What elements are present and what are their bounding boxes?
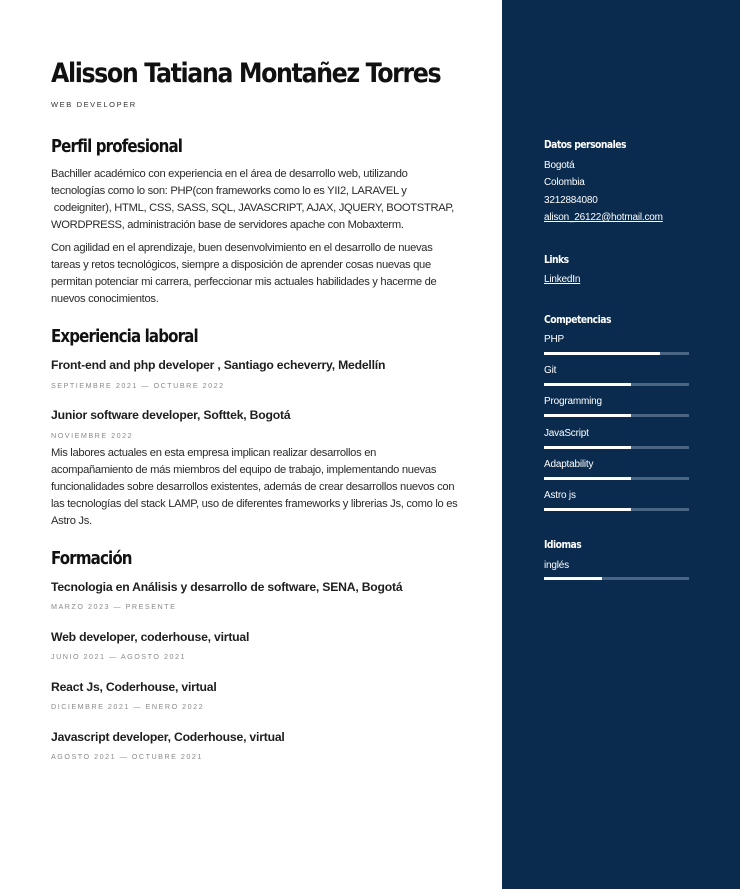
profile-line: Bachiller académico con experiencia en el área de desarrollo web, utilizando <box>51 168 408 180</box>
profile-line: tecnologías como lo son: PHP(con frameworks como lo es YII2, LARAVEL y <box>51 185 407 197</box>
profile-line: WORDPRESS, administración base de servidores apache con Mobaxterm. <box>51 219 404 231</box>
profile-line: nuevos conocimientos. <box>51 293 159 305</box>
language-label: inglés <box>544 560 569 571</box>
skill-bar-fill <box>544 352 660 355</box>
skill-bar <box>544 383 689 386</box>
skill-bar-fill <box>544 477 631 480</box>
education-title: Tecnologia en Análisis y desarrollo de software, SENA, Bogotá <box>51 580 403 594</box>
education-title: Javascript developer, Coderhouse, virtual <box>51 730 285 744</box>
job-description <box>51 445 466 530</box>
profile-line: permitan potenciar mi carrera, perfeccionar mis actuales habilidades y hacerme de <box>51 276 437 288</box>
language-bar <box>544 577 689 580</box>
candidate-name: Alisson Tatiana Montañez Torres <box>51 58 441 89</box>
skill-bar <box>544 477 689 480</box>
skill-bar <box>544 414 689 417</box>
education-date: AGOSTO 2021 — OCTUBRE 2021 <box>51 752 203 761</box>
candidate-role: WEB DEVELOPER <box>51 100 137 109</box>
job-title: Front-end and php developer , Santiago echeverry, Medellín <box>51 358 386 372</box>
job-description-line: acompañamiento de más miembros del equipo de trabajo, implementando nuevas <box>51 464 437 476</box>
job-date: NOVIEMBRE 2022 <box>51 431 134 440</box>
skill-bar-fill <box>544 446 631 449</box>
education-date: MARZO 2023 — PRESENTE <box>51 602 177 611</box>
language-bar-fill <box>544 577 602 580</box>
linkedin-link[interactable]: LinkedIn <box>544 274 581 285</box>
skills-heading: Competencias <box>544 314 611 326</box>
education-date: DICIEMBRE 2021 — ENERO 2022 <box>51 702 205 711</box>
skill-label: PHP <box>544 334 564 345</box>
experience-heading: Experiencia laboral <box>51 327 198 347</box>
country: Colombia <box>544 177 585 188</box>
profile-heading: Perfil profesional <box>51 137 183 157</box>
job-description-line: Mis labores actuales en esta empresa implican realizar desarrollos en <box>51 447 377 459</box>
job-date: SEPTIEMBRE 2021 — OCTUBRE 2022 <box>51 381 225 390</box>
job-description-line: Astro Js. <box>51 515 92 527</box>
skill-label: Adaptability <box>544 459 594 470</box>
skill-label: Programming <box>544 396 602 407</box>
sidebar <box>502 0 740 889</box>
city: Bogotá <box>544 160 575 171</box>
languages-heading: Idiomas <box>544 539 582 551</box>
phone: 3212884080 <box>544 195 598 206</box>
job-title: Junior software developer, Softtek, Bogotá <box>51 408 291 422</box>
profile-line: Con agilidad en el aprendizaje, buen desenvolvimiento en el desarrollo de nuevas <box>51 242 433 254</box>
skill-label: Astro js <box>544 490 576 501</box>
skill-bar <box>544 446 689 449</box>
job-description-line: funcionalidades sobre desarrollos existentes, además de crear desarrollos nuevos con <box>51 481 455 493</box>
skill-bar-fill <box>544 508 631 511</box>
job-description-line: las tecnologías del stack LAMP, uso de diferentes frameworks y librerias Js, como lo es <box>51 498 458 510</box>
skill-bar-fill <box>544 414 631 417</box>
email-link[interactable]: alison_26122@hotmail.com <box>544 212 663 223</box>
skill-bar <box>544 508 689 511</box>
profile-line: tareas y retos tecnológicos, siempre a disposición de aprender cosas nuevas que <box>51 259 431 271</box>
personal-data-heading: Datos personales <box>544 139 626 151</box>
skill-label: Git <box>544 365 557 376</box>
profile-line: codeigniter), HTML, CSS, SASS, SQL, JAVASCRIPT, AJAX, JQUERY, BOOTSTRAP, <box>51 202 454 214</box>
skill-bar-fill <box>544 383 631 386</box>
profile-paragraph-2 <box>51 240 466 308</box>
education-title: Web developer, coderhouse, virtual <box>51 630 250 644</box>
skill-bar <box>544 352 689 355</box>
education-title: React Js, Coderhouse, virtual <box>51 680 217 694</box>
skill-label: JavaScript <box>544 428 589 439</box>
education-heading: Formación <box>51 549 132 569</box>
education-date: JUNIO 2021 — AGOSTO 2021 <box>51 652 186 661</box>
links-heading: Links <box>544 254 569 266</box>
profile-paragraph-1 <box>51 166 466 234</box>
